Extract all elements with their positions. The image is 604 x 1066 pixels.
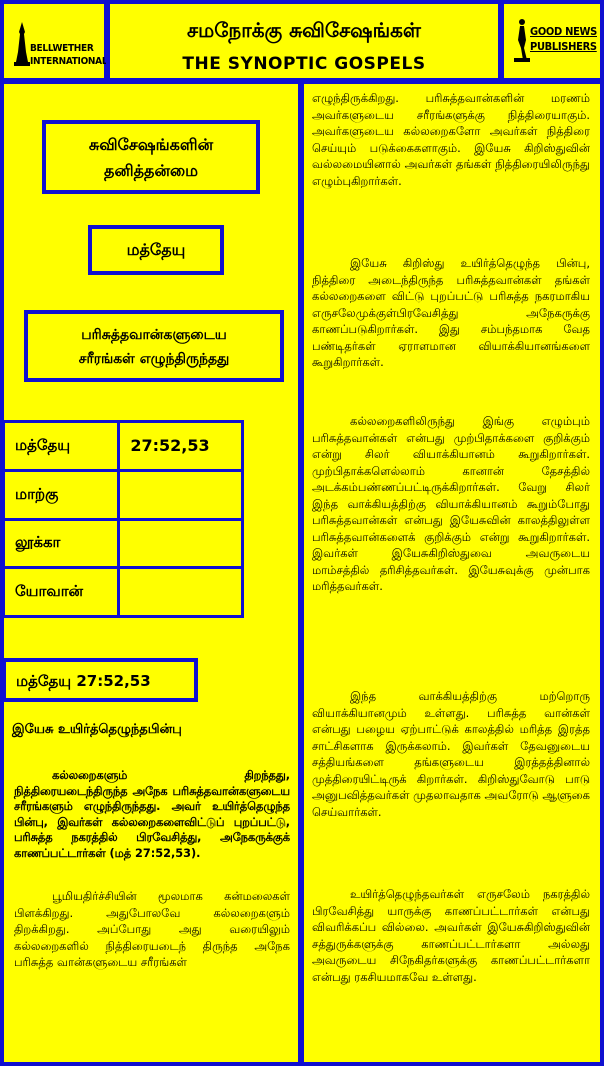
publisher-logo-right <box>500 0 604 82</box>
page-title-english: THE SYNOPTIC GOSPELS <box>182 54 426 74</box>
reference-cell <box>119 568 243 617</box>
topic-heading-box <box>24 310 284 382</box>
publisher-right-line2: PUBLISHERS <box>530 40 597 53</box>
table-row <box>4 422 243 471</box>
passage-subtitle: இயேசு உயிர்த்தெழுந்தபின்பு <box>12 722 182 737</box>
publisher-right-line1: GOOD NEWS <box>530 25 597 38</box>
commentary-paragraph <box>312 688 590 820</box>
publisher-left-line1: BELLWETHER <box>30 43 94 54</box>
table-row <box>4 470 243 519</box>
topic-heading-line1: பரிசுத்தவான்களுடைய <box>81 327 227 343</box>
gospel-cell: மாற்கு <box>4 470 119 519</box>
topic-heading-line2: சரீரங்கள் எழுந்திருந்தது <box>78 351 230 367</box>
gospel-cell: யோவான் <box>4 568 119 617</box>
table-row <box>4 568 243 617</box>
gospel-name-box: மத்தேயு <box>88 225 224 275</box>
gospel-cell: லூக்கா <box>4 519 119 568</box>
commentary-paragraph <box>312 413 590 595</box>
commentary-paragraph <box>14 888 290 971</box>
commentary-paragraph <box>312 255 590 371</box>
section-heading-line2: தனித்தன்மை <box>104 161 198 180</box>
gospel-cell: மத்தேயு <box>4 422 119 471</box>
title-banner <box>106 0 502 82</box>
commentary-paragraph-text: எழுந்திருக்கிறது. பரிசுத்தவான்களின் மரணம் அவர்களுடைய சரீரங்களுக்கு நித்திரையாகும். அவர்களுடைய கல்லறைகளோ அவர்கள் நித்திரை செய்யும் படுக்கைகளாகும். இயேசு கிறிஸ்துவின் வல்லமையினால் அவர்கள் தங்கள் நித்திரையிலிருந்து எழும்புகிறார்கள். <box>312 91 590 188</box>
section-heading-line1: சுவிசேஷங்களின் <box>88 135 214 154</box>
page-title-tamil: சமநோக்கு சுவிசேஷங்கள் <box>187 18 421 42</box>
commentary-paragraph-text: இந்த வாக்கியத்திற்கு மற்றொரு வியாக்கியானமும் உள்ளது. பரிசுத்த வான்கள் என்பது பழைய ஏற்பாட்டுக் காலத்தில் மரித்த இரத்த சாட்சிகளாக இருக்கலாம். இவர்கள் தேவனுடைய சத்தியங்களை தங்களுடைய இரத்தத்தினால் முத்திரையிட்டிருக் கிறார்கள். கிறிஸ்துவோடு பாடு அனுபவித்தவர்கள் முதலாவதாக அவரோடு ஆளுகை செய்வார்கள். <box>312 689 590 819</box>
bell-tower-figure-icon <box>14 22 30 66</box>
commentary-paragraph-text: கல்லறைகளிலிருந்து இங்கு எழும்பும் பரிசுத்தவான்கள் என்பது முற்பிதாக்களை குறிக்கும் என்று சிலர் வியாக்கியானம் கூறுகிறார்கள். முற்பிதாக்களெல்லாம் கானான் தேசத்தில் அடக்கம்பண்ணப்பட்டிருக்கிறார்கள். வேறு சிலர் இந்த வாக்கியத்திற்கு வியாக்கியானம் கூறும்போது பரிசுத்தவான்கள் என்பது இயேசுவின் காலத்திலுள்ள பரிசுத்தவான்களைக் குறிக்கும் என்று கூறுகிறார்கள். இவர்கள் இயேசுகிறிஸ்துவை அவருடைய மாம்சத்தில் தரிசித்தவர்கள். இயேசுவுக்கு முன்பாக மரித்தவர்கள். <box>312 414 590 593</box>
scripture-quote <box>14 768 290 861</box>
commentary-paragraph <box>312 90 590 189</box>
verse-reference-box: மத்தேயு 27:52,53 <box>2 658 198 702</box>
commentary-paragraph <box>312 886 590 985</box>
commentary-paragraph-text: உயிர்த்தெழுந்தவர்கள் எருசலேம் நகரத்தில் பிரவேசித்து யாருக்கு காணப்பட்டார்கள் என்பது விவரிக்கப்ப வில்லை. அவர்கள் இயேசுகிறிஸ்துவின் சத்துருக்களுக்கு காணப்பட்டார்களா அல்லது அவருடைய சிநேகிதர்களுக்கு காணப்பட்டார்களா என்பது ரகசியமாகவே உள்ளது. <box>312 887 590 984</box>
gospel-reference-table <box>2 420 244 618</box>
reference-cell: 27:52,53 <box>119 422 243 471</box>
section-heading-box <box>42 120 260 194</box>
commentary-paragraph-text: இயேசு கிறிஸ்து உயிர்த்தெழுந்த பின்பு, நித்திரை அடைந்திருந்த பரிசுத்தவான்கள் தங்கள் கல்லறைகளை விட்டு புறப்பட்டு பரிசுத்த நகரமாகிய எருசலேமுக்குள்பிரவேசித்து அநேகருக்கு காணப்படுகிறார்கள். இது சம்பந்தமாக வேத பண்டிதர்கள் ஏராளமான வியாக்கியானங்களை கூறுகிறார்கள். <box>312 256 590 369</box>
publisher-logo-left <box>0 0 108 82</box>
reference-cell <box>119 519 243 568</box>
publisher-left-line2: INTERNATIONAL <box>30 56 108 67</box>
scripture-quote-text: கல்லறைகளும் திறந்தது, நித்திரையடைந்திருந்த அநேக பரிசுத்தவான்களுடைய சரீரங்களும் எழுந்திருந்தது. அவர் உயிர்த்தெழுந்த பின்பு, இவர்கள் கல்லறைகளைவிட்டுப் புறப்பட்டு, பரிசுத்த நகரத்தில் பிரவேசித்து, அநேகருக்குக் காணப்பட்டார்கள் (மத் 27:52,53). <box>14 769 290 860</box>
runner-figure-icon <box>514 18 530 62</box>
commentary-paragraph-text: பூமியதிர்ச்சியின் மூலமாக கன்மலைகள் பிளக்கிறது. அதுபோலவே கல்லறைகளும் திறக்கிறது. அப்போது அது வரையிலும் கல்லறைகளில் நித்திரையடைந் திருந்த அநேக பரிசுத்த வான்களுடைய சரீரங்கள் <box>14 889 290 969</box>
table-row <box>4 519 243 568</box>
reference-cell <box>119 470 243 519</box>
